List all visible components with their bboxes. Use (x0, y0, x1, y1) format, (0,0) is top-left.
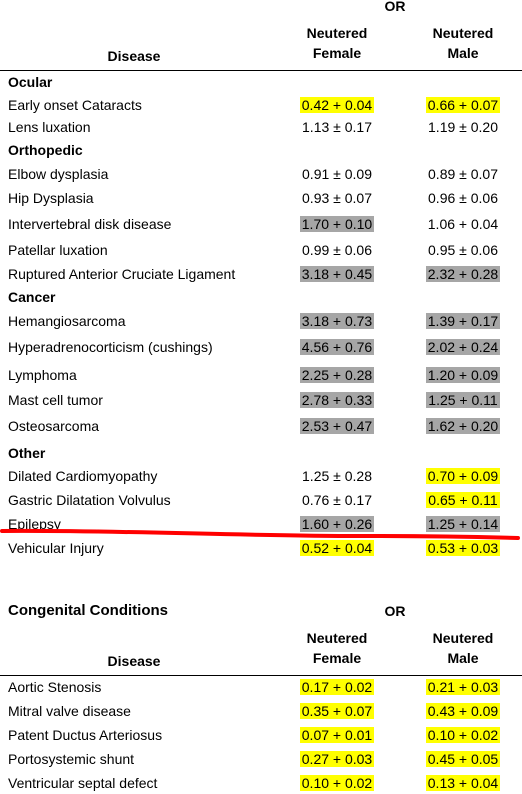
male-or-value-highlight: 0.70 + 0.09 (427, 468, 499, 484)
col2-header-female-line1: Neutered (306, 630, 368, 646)
disease-name: Mast cell tumor (8, 392, 103, 408)
male-or-value-highlight: 0.65 + 0.11 (428, 492, 498, 508)
female-or-value-highlight: 3.18 + 0.73 (301, 313, 373, 329)
male-or-value (413, 751, 513, 767)
female-or-value-highlight: 2.53 + 0.47 (301, 418, 373, 434)
disease-name: Portosystemic shunt (8, 751, 135, 767)
female-or-value (287, 97, 387, 113)
female-or-value-highlight: 0.17 + 0.02 (301, 679, 373, 695)
male-or-value: 1.06 + 0.04 (427, 216, 499, 232)
male-or-value-highlight: 2.02 + 0.24 (427, 339, 499, 355)
male-or-value (413, 468, 513, 484)
male-or-value (413, 775, 513, 791)
female-or-value-highlight: 0.52 + 0.04 (301, 540, 373, 556)
male-or-value (413, 492, 513, 508)
female-or-value: 0.93 ± 0.07 (302, 190, 372, 206)
header-rule (0, 70, 522, 71)
col2-header-male (413, 628, 513, 668)
or-header: OR (384, 0, 406, 14)
male-or-value (413, 392, 513, 408)
female-or-value (287, 418, 387, 434)
male-or-value (413, 339, 513, 355)
male-or-value: 1.19 ± 0.20 (428, 119, 498, 135)
disease-name: Dilated Cardiomyopathy (8, 468, 158, 484)
col2-header-male-line1: Neutered (432, 630, 494, 646)
disease-name: Gastric Dilatation Volvulus (8, 492, 171, 508)
male-or-value (413, 97, 513, 113)
male-or-value (413, 418, 513, 434)
col-header-male-line1: Neutered (432, 25, 494, 41)
female-or-value-highlight: 0.10 + 0.02 (301, 775, 373, 791)
disease-name: Hyperadrenocorticism (cushings) (8, 339, 213, 355)
male-or-value-highlight: 0.43 + 0.09 (427, 703, 499, 719)
col-header-male-line2: Male (447, 45, 479, 61)
col-header-male (413, 23, 513, 63)
male-or-value: 0.95 ± 0.06 (428, 242, 498, 258)
disease-name: Ventricular septal defect (8, 775, 158, 791)
col2-header-female (287, 628, 387, 668)
female-or-value-highlight: 2.25 + 0.28 (301, 367, 373, 383)
disease-name: Lens luxation (8, 119, 91, 135)
female-or-value-highlight: 0.35 + 0.07 (301, 703, 373, 719)
female-or-value-highlight: 1.60 + 0.26 (301, 516, 373, 532)
male-or-value-highlight: 0.66 + 0.07 (427, 97, 499, 113)
male-or-value (413, 727, 513, 743)
disease-name: Ruptured Anterior Cruciate Ligament (8, 266, 236, 282)
female-or-value (287, 775, 387, 791)
female-or-value-highlight: 3.18 + 0.45 (301, 266, 373, 282)
disease-name: Hip Dysplasia (8, 190, 94, 206)
female-or-value: 0.76 ± 0.17 (302, 492, 372, 508)
male-or-value-highlight: 1.39 + 0.17 (427, 313, 499, 329)
disease-name: Patellar luxation (8, 242, 108, 258)
female-or-value-highlight: 2.78 + 0.33 (301, 392, 373, 408)
male-or-value (413, 679, 513, 695)
male-or-value-highlight: 0.45 + 0.05 (427, 751, 499, 767)
female-or-value (287, 313, 387, 329)
male-or-value-highlight: 2.32 + 0.28 (427, 266, 499, 282)
section-title: Orthopedic (8, 142, 83, 158)
male-or-value (413, 266, 513, 282)
disease-name: Elbow dysplasia (8, 166, 109, 182)
male-or-value (413, 313, 513, 329)
or-header-2: OR (384, 603, 406, 619)
section-title: Cancer (8, 289, 56, 305)
col2-header-male-line2: Male (447, 650, 479, 666)
female-or-value (287, 266, 387, 282)
female-or-value: 1.13 ± 0.17 (302, 119, 372, 135)
section-title: Other (8, 445, 46, 461)
col-header-female (287, 23, 387, 63)
disease-name: Epilepsy (8, 516, 61, 532)
col-header-female-line2: Female (312, 45, 362, 61)
header-rule-2 (0, 675, 522, 676)
male-or-value (413, 703, 513, 719)
female-or-value-highlight: 4.56 + 0.76 (301, 339, 373, 355)
col2-header-female-line2: Female (312, 650, 362, 666)
female-or-value (287, 367, 387, 383)
female-or-value (287, 339, 387, 355)
male-or-value-highlight: 1.20 + 0.09 (427, 367, 499, 383)
disease-name: Osteosarcoma (8, 418, 100, 434)
male-or-value-highlight: 0.13 + 0.04 (427, 775, 499, 791)
male-or-value-highlight: 1.25 + 0.14 (427, 516, 499, 532)
disease-header-2: Disease (107, 653, 161, 669)
female-or-value-highlight: 0.42 + 0.04 (301, 97, 373, 113)
female-or-value (287, 216, 387, 232)
male-or-value: 0.96 ± 0.06 (428, 190, 498, 206)
disease-name: Lymphoma (8, 367, 77, 383)
female-or-value: 0.91 ± 0.09 (302, 166, 372, 182)
disease-header: Disease (107, 48, 161, 64)
female-or-value (287, 679, 387, 695)
disease-name: Early onset Cataracts (8, 97, 142, 113)
female-or-value-highlight: 0.07 + 0.01 (301, 727, 373, 743)
female-or-value (287, 751, 387, 767)
male-or-value-highlight: 0.21 + 0.03 (427, 679, 499, 695)
disease-name: Patent Ductus Arteriosus (8, 727, 163, 743)
male-or-value-highlight: 1.62 + 0.20 (427, 418, 499, 434)
red-annotation-line (0, 522, 522, 546)
male-or-value (413, 367, 513, 383)
disease-name: Hemangiosarcoma (8, 313, 126, 329)
female-or-value-highlight: 0.27 + 0.03 (301, 751, 373, 767)
col-header-female-line1: Neutered (306, 25, 368, 41)
section-title: Ocular (8, 74, 53, 90)
disease-name: Intervertebral disk disease (8, 216, 172, 232)
female-or-value (287, 392, 387, 408)
congenital-title: Congenital Conditions (8, 602, 168, 619)
male-or-value: 0.89 ± 0.07 (428, 166, 498, 182)
female-or-value: 0.99 ± 0.06 (302, 242, 372, 258)
female-or-value-highlight: 1.70 + 0.10 (301, 216, 373, 232)
male-or-value-highlight: 0.53 + 0.03 (427, 540, 499, 556)
disease-name: Aortic Stenosis (8, 679, 102, 695)
male-or-value-highlight: 0.10 + 0.02 (427, 727, 499, 743)
female-or-value (287, 703, 387, 719)
female-or-value (287, 727, 387, 743)
disease-name: Mitral valve disease (8, 703, 131, 719)
male-or-value-highlight: 1.25 + 0.11 (428, 392, 498, 408)
female-or-value: 1.25 ± 0.28 (302, 468, 372, 484)
disease-name: Vehicular Injury (8, 540, 104, 556)
